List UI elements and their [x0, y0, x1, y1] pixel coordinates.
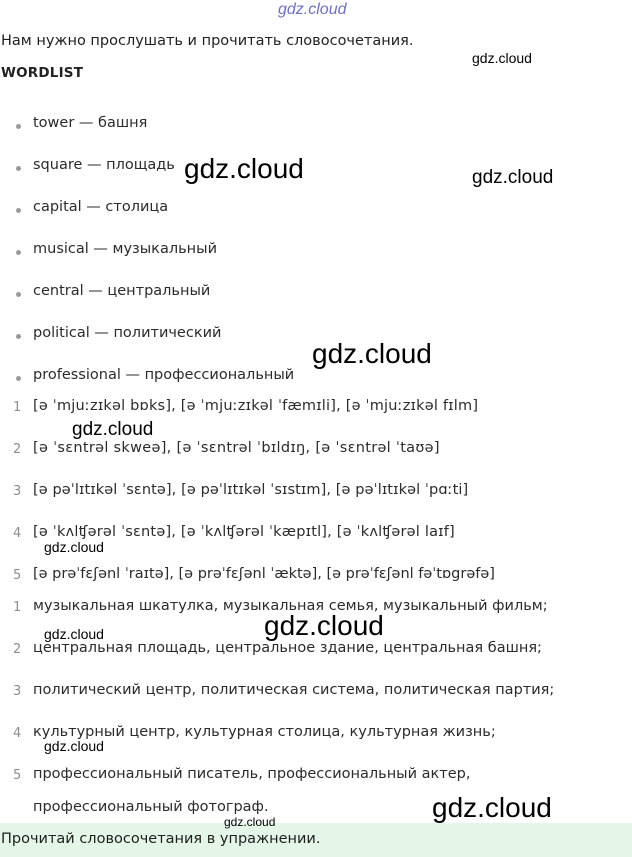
translation-text: центральная площадь, центральное здание, центральная башня; [33, 640, 542, 656]
item-number: 2 [13, 642, 22, 657]
item-number: 5 [13, 568, 22, 583]
watermark-top: gdz.cloud [278, 1, 347, 18]
wordlist-item-label: central — центральный [33, 283, 211, 299]
item-number: 1 [13, 400, 22, 415]
translation-text-continued: профессиональный фотограф. [33, 799, 269, 815]
bullet-icon [16, 292, 21, 297]
wordlist-item-label: square — площадь [33, 157, 175, 173]
item-number: 3 [13, 484, 22, 499]
item-number: 2 [13, 442, 22, 457]
transcription-text: [ə ˈmjuːzɪkəl bɒks], [ə ˈmjuːzɪkəl ˈfæmɪli], [ə ˈmjuːzɪkəl fɪlm] [33, 398, 479, 414]
bullet-icon [16, 166, 21, 171]
watermark: gdz.cloud [44, 738, 104, 754]
item-number: 3 [13, 684, 22, 699]
transcription-text: [ə pəˈlɪtɪkəl ˈsɛntə], [ə pəˈlɪtɪkəl ˈsɪstɪm], [ə pəˈlɪtɪkəl ˈpɑːti] [33, 482, 469, 498]
watermark: gdz.cloud [472, 167, 554, 188]
bullet-icon [16, 250, 21, 255]
intro-text: Нам нужно прослушать и прочитать словосочетания. [1, 33, 414, 49]
bullet-icon [16, 124, 21, 129]
wordlist-item-label: professional — профессиональный [33, 367, 295, 383]
bullet-icon [16, 208, 21, 213]
watermark: gdz.cloud [184, 153, 304, 184]
translation-text: музыкальная шкатулка, музыкальная семья, музыкальный фильм; [33, 598, 548, 614]
item-number: 5 [13, 768, 22, 783]
wordlist-item-label: political — политический [33, 325, 222, 341]
wordlist-heading: WORDLIST [1, 65, 84, 81]
watermark: gdz.cloud [44, 539, 104, 555]
watermark: gdz.cloud [72, 419, 154, 440]
watermark: gdz.cloud [44, 626, 104, 642]
bullet-icon [16, 334, 21, 339]
watermark: gdz.cloud [472, 50, 532, 66]
footer-banner [0, 823, 632, 857]
item-number: 4 [13, 726, 22, 741]
wordlist-item-label: tower — башня [33, 115, 148, 131]
transcription-text: [ə ˈsɛntrəl skweə], [ə ˈsɛntrəl ˈbɪldɪŋ, [ə ˈsɛntrəl ˈtaʊə] [33, 440, 440, 456]
transcription-text: [ə prəˈfɛʃənl ˈraɪtə], [ə prəˈfɛʃənl ˈæktə], [ə prəˈfɛʃənl fəˈtɒgrəfə] [33, 566, 495, 582]
translation-text: культурный центр, культурная столица, культурная жизнь; [33, 724, 496, 740]
item-number: 1 [13, 600, 22, 615]
watermark: gdz.cloud [264, 610, 384, 641]
bullet-icon [16, 376, 21, 381]
wordlist-item-label: musical — музыкальный [33, 241, 217, 257]
wordlist-item-label: capital — столица [33, 199, 169, 215]
item-number: 4 [13, 526, 22, 541]
watermark: gdz.cloud [224, 815, 276, 829]
watermark: gdz.cloud [432, 792, 552, 823]
footer-text: Прочитай словосочетания в упражнении. [1, 831, 321, 847]
translation-text: политический центр, политическая система, политическая партия; [33, 682, 555, 698]
watermark: gdz.cloud [312, 338, 432, 369]
transcription-text: [ə ˈkʌlʧərəl ˈsɛntə], [ə ˈkʌlʧərəl ˈkæpɪtl], [ə ˈkʌlʧərəl laɪf] [33, 524, 455, 540]
translation-text: профессиональный писатель, профессиональный актер, [33, 766, 471, 782]
